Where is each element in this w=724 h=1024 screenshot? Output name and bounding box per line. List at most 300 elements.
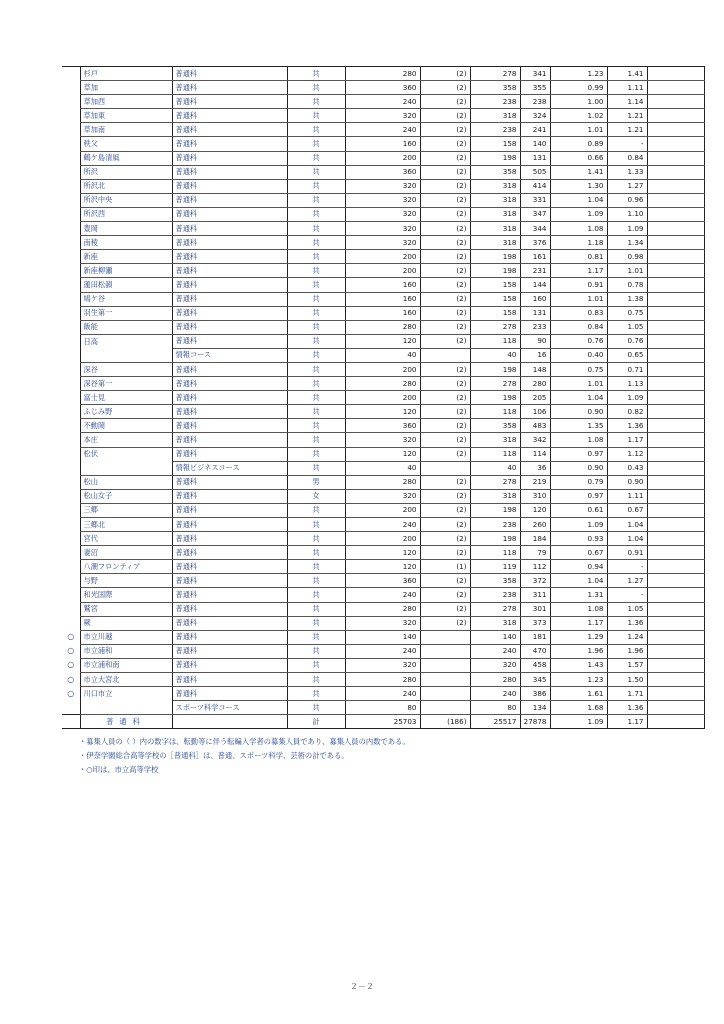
recruit-count: 278	[470, 475, 520, 489]
table-row	[62, 658, 704, 672]
transfer-quota: (2)	[420, 193, 470, 207]
ratio-previous: 1.96	[607, 644, 647, 658]
school-name: 南稜	[80, 236, 172, 250]
capacity: 320	[345, 616, 420, 630]
applicant-count: 344	[520, 222, 550, 236]
table-row	[62, 532, 704, 546]
ratio-current: 1.09	[550, 518, 607, 532]
ratio-previous: 0.67	[607, 503, 647, 517]
school-name: 羽生第一	[80, 306, 172, 320]
course-name: 普通科	[172, 503, 287, 517]
school-mark	[62, 419, 80, 433]
school-mark	[62, 362, 80, 376]
blank-cell	[647, 433, 704, 447]
school-name: 八潮フロンティア	[80, 560, 172, 574]
table-row	[62, 701, 704, 715]
ratio-previous: 0.75	[607, 306, 647, 320]
applicant-count: 205	[520, 391, 550, 405]
capacity: 200	[345, 264, 420, 278]
recruit-count: 80	[470, 701, 520, 715]
table-row	[62, 109, 704, 123]
capacity: 160	[345, 292, 420, 306]
school-mark	[62, 165, 80, 179]
transfer-quota: (2)	[420, 503, 470, 517]
recruit-count: 40	[470, 348, 520, 362]
ratio-previous: 1.11	[607, 489, 647, 503]
capacity: 240	[345, 518, 420, 532]
table-row	[62, 461, 704, 475]
recruit-count: 118	[470, 405, 520, 419]
table-row	[62, 222, 704, 236]
transfer-quota: (2)	[420, 264, 470, 278]
table-row	[62, 687, 704, 701]
table-row	[62, 165, 704, 179]
applicant-count: 112	[520, 560, 550, 574]
coed-type: 共	[287, 701, 345, 715]
table-row	[62, 123, 704, 137]
coed-type: 共	[287, 461, 345, 475]
course-name: 普通科	[172, 532, 287, 546]
transfer-quota: (2)	[420, 207, 470, 221]
applicant-count: 414	[520, 179, 550, 193]
coed-type: 共	[287, 222, 345, 236]
capacity: 360	[345, 574, 420, 588]
transfer-quota: (2)	[420, 616, 470, 630]
applicant-count: 231	[520, 264, 550, 278]
ratio-previous: 1.01	[607, 264, 647, 278]
recruit-count: 40	[470, 461, 520, 475]
ratio-previous: 1.38	[607, 292, 647, 306]
capacity: 40	[345, 461, 420, 475]
school-name: 草加東	[80, 109, 172, 123]
blank-cell	[647, 179, 704, 193]
course-name: 普通科	[172, 165, 287, 179]
school-name: 蓮田松韻	[80, 278, 172, 292]
applicant-count: 16	[520, 348, 550, 362]
transfer-quota: (2)	[420, 165, 470, 179]
transfer-quota: (2)	[420, 179, 470, 193]
ratio-current: 1.17	[550, 264, 607, 278]
transfer-quota: (2)	[420, 236, 470, 250]
applicant-count: 131	[520, 306, 550, 320]
school-name: 富士見	[80, 391, 172, 405]
applicant-count: 324	[520, 109, 550, 123]
ratio-previous: 0.76	[607, 334, 647, 348]
applicant-count: 311	[520, 588, 550, 602]
transfer-quota: (2)	[420, 602, 470, 616]
school-mark	[62, 701, 80, 715]
ratio-previous: 1.04	[607, 532, 647, 546]
applicant-count: 470	[520, 644, 550, 658]
course-name: 普通科	[172, 574, 287, 588]
applicant-count: 140	[520, 137, 550, 151]
school-mark	[62, 179, 80, 193]
ratio-previous: 0.82	[607, 405, 647, 419]
transfer-quota: (2)	[420, 292, 470, 306]
ratio-previous: 1.36	[607, 616, 647, 630]
applicant-count: 301	[520, 602, 550, 616]
coed-type: 共	[287, 419, 345, 433]
transfer-quota	[420, 644, 470, 658]
course-name: 普通科	[172, 264, 287, 278]
blank-cell	[647, 673, 704, 687]
blank-cell	[647, 334, 704, 348]
recruit-count: 198	[470, 532, 520, 546]
recruit-count: 238	[470, 518, 520, 532]
coed-type: 共	[287, 151, 345, 165]
ratio-previous: 1.57	[607, 658, 647, 672]
ratio-previous: -	[607, 588, 647, 602]
transfer-quota: (2)	[420, 433, 470, 447]
table-row	[62, 419, 704, 433]
school-mark: ○	[67, 632, 75, 642]
school-name: 川口市立	[80, 687, 172, 701]
school-name: 松山	[80, 475, 172, 489]
applicant-count: 458	[520, 658, 550, 672]
capacity: 120	[345, 560, 420, 574]
ratio-previous: 0.65	[607, 348, 647, 362]
capacity: 320	[345, 193, 420, 207]
capacity: 320	[345, 433, 420, 447]
course-name: スポーツ科学コース	[172, 701, 287, 715]
ratio-previous: 1.21	[607, 109, 647, 123]
school-mark	[62, 278, 80, 292]
transfer-quota: (1)	[420, 560, 470, 574]
recruit-count: 278	[470, 67, 520, 81]
capacity: 240	[345, 687, 420, 701]
transfer-quota: (2)	[420, 67, 470, 81]
course-name: 普通科	[172, 334, 287, 348]
course-name: 普通科	[172, 447, 287, 461]
blank-cell	[647, 362, 704, 376]
applicant-count: 120	[520, 503, 550, 517]
coed-type: 共	[287, 560, 345, 574]
course-name: 普通科	[172, 644, 287, 658]
blank-cell	[647, 236, 704, 250]
recruit-count: 280	[470, 673, 520, 687]
ratio-current: 1.01	[550, 292, 607, 306]
capacity: 320	[345, 658, 420, 672]
blank-cell	[647, 489, 704, 503]
applicant-count: 342	[520, 433, 550, 447]
capacity: 280	[345, 673, 420, 687]
ratio-current: 0.89	[550, 137, 607, 151]
course-name: 普通科	[172, 546, 287, 560]
school-name: 新座	[80, 250, 172, 264]
ratio-current: 1.23	[550, 673, 607, 687]
ratio-current: 0.97	[550, 489, 607, 503]
table-row	[62, 489, 704, 503]
ratio-current: 0.97	[550, 447, 607, 461]
blank-cell	[647, 81, 704, 95]
transfer-quota: (2)	[420, 123, 470, 137]
school-mark	[62, 320, 80, 334]
ratio-current: 1.23	[550, 67, 607, 81]
coed-type: 共	[287, 630, 345, 644]
ratio-current: 0.91	[550, 278, 607, 292]
course-name: 普通科	[172, 292, 287, 306]
blank-cell	[647, 67, 704, 81]
recruit-count: 318	[470, 109, 520, 123]
course-name: 普通科	[172, 109, 287, 123]
coed-type: 共	[287, 306, 345, 320]
transfer-quota: (2)	[420, 391, 470, 405]
school-mark	[62, 616, 80, 630]
course-name: 普通科	[172, 123, 287, 137]
transfer-quota: (2)	[420, 419, 470, 433]
ratio-current: 0.81	[550, 250, 607, 264]
applicant-count: 181	[520, 630, 550, 644]
ratio-previous: -	[607, 137, 647, 151]
school-mark	[62, 602, 80, 616]
school-mark: ○	[67, 688, 75, 698]
transfer-quota	[420, 630, 470, 644]
ratio-current: 0.84	[550, 320, 607, 334]
ratio-current: 0.75	[550, 362, 607, 376]
school-name: 飯能	[80, 320, 172, 334]
ratio-current: 1.09	[550, 207, 607, 221]
school-mark	[62, 193, 80, 207]
table-row	[62, 433, 704, 447]
course-name: 普通科	[172, 475, 287, 489]
capacity: 360	[345, 419, 420, 433]
coed-type: 共	[287, 616, 345, 630]
recruit-count: 358	[470, 574, 520, 588]
coed-type: 共	[287, 109, 345, 123]
ratio-current: 0.40	[550, 348, 607, 362]
table-row	[62, 67, 704, 81]
ratio-current: 1.08	[550, 433, 607, 447]
transfer-quota	[420, 701, 470, 715]
recruit-count: 118	[470, 447, 520, 461]
recruit-count: 318	[470, 489, 520, 503]
school-mark: ○	[67, 674, 75, 684]
table-row	[62, 405, 704, 419]
school-mark	[62, 391, 80, 405]
course-name: 普通科	[172, 489, 287, 503]
total-ratio-current: 1.09	[550, 715, 607, 729]
ratio-previous: 1.09	[607, 391, 647, 405]
coed-type: 共	[287, 348, 345, 362]
school-name: 日高	[80, 334, 172, 348]
transfer-quota: (2)	[420, 151, 470, 165]
coed-type: 共	[287, 673, 345, 687]
applicant-count: 310	[520, 489, 550, 503]
applicant-count: 161	[520, 250, 550, 264]
ratio-current: 1.41	[550, 165, 607, 179]
school-mark	[62, 489, 80, 503]
coed-type: 共	[287, 532, 345, 546]
course-name: 普通科	[172, 222, 287, 236]
coed-type: 共	[287, 658, 345, 672]
school-name: 所沢	[80, 165, 172, 179]
total-applicant-count: 27878	[520, 715, 550, 729]
school-mark	[62, 264, 80, 278]
transfer-quota	[420, 658, 470, 672]
school-mark	[62, 151, 80, 165]
total-recruit-count: 25517	[470, 715, 520, 729]
school-name: 宮代	[80, 532, 172, 546]
school-mark	[62, 588, 80, 602]
recruit-count: 198	[470, 503, 520, 517]
footnotes	[79, 735, 410, 777]
school-name	[80, 348, 172, 362]
transfer-quota	[420, 673, 470, 687]
ratio-current: 0.83	[550, 306, 607, 320]
coed-type: 共	[287, 250, 345, 264]
coed-type: 女	[287, 489, 345, 503]
table-row	[62, 630, 704, 644]
ratio-previous: 0.98	[607, 250, 647, 264]
ratio-current: 1.35	[550, 419, 607, 433]
blank-cell	[647, 95, 704, 109]
ratio-previous: 1.50	[607, 673, 647, 687]
blank-cell	[647, 701, 704, 715]
applicant-count: 184	[520, 532, 550, 546]
transfer-quota: (2)	[420, 377, 470, 391]
recruit-count: 198	[470, 362, 520, 376]
table-row	[62, 616, 704, 630]
ratio-previous: 1.04	[607, 518, 647, 532]
ratio-current: 1.17	[550, 616, 607, 630]
coed-type: 共	[287, 207, 345, 221]
table-row	[62, 81, 704, 95]
course-name: 情報コース	[172, 348, 287, 362]
ratio-previous: 1.27	[607, 574, 647, 588]
applicant-count: 90	[520, 334, 550, 348]
recruit-count: 119	[470, 560, 520, 574]
ratio-previous: 1.21	[607, 123, 647, 137]
recruit-count: 198	[470, 391, 520, 405]
ratio-previous: 1.11	[607, 81, 647, 95]
blank-cell	[647, 447, 704, 461]
blank-cell	[647, 616, 704, 630]
transfer-quota: (2)	[420, 475, 470, 489]
capacity: 320	[345, 179, 420, 193]
recruit-count: 358	[470, 81, 520, 95]
school-name: 与野	[80, 574, 172, 588]
transfer-quota: (2)	[420, 546, 470, 560]
ratio-previous: 1.10	[607, 207, 647, 221]
capacity: 320	[345, 109, 420, 123]
course-name: 普通科	[172, 278, 287, 292]
ratio-current: 1.04	[550, 391, 607, 405]
transfer-quota	[420, 348, 470, 362]
ratio-previous: -	[607, 560, 647, 574]
ratio-previous: 1.36	[607, 419, 647, 433]
recruit-count: 158	[470, 306, 520, 320]
school-name: 市立浦和南	[80, 658, 172, 672]
total-capacity: 25703	[345, 715, 420, 729]
recruit-count: 278	[470, 320, 520, 334]
ratio-current: 1.68	[550, 701, 607, 715]
ratio-previous: 1.24	[607, 630, 647, 644]
capacity: 280	[345, 602, 420, 616]
total-label: 普通科	[80, 715, 172, 729]
school-mark	[62, 546, 80, 560]
capacity: 240	[345, 588, 420, 602]
coed-type: 共	[287, 236, 345, 250]
transfer-quota	[420, 687, 470, 701]
transfer-quota: (2)	[420, 306, 470, 320]
table-body	[62, 67, 704, 729]
applicant-count: 106	[520, 405, 550, 419]
recruit-count: 198	[470, 250, 520, 264]
blank-cell	[647, 292, 704, 306]
table-row	[62, 179, 704, 193]
applicant-count: 347	[520, 207, 550, 221]
table-row	[62, 348, 704, 362]
ratio-previous: 1.05	[607, 602, 647, 616]
blank-cell	[647, 687, 704, 701]
school-name: 市立浦和	[80, 644, 172, 658]
school-name: 市立川越	[80, 630, 172, 644]
recruit-count: 240	[470, 687, 520, 701]
table-row	[62, 518, 704, 532]
course-name: 普通科	[172, 306, 287, 320]
applicant-count: 114	[520, 447, 550, 461]
ratio-previous: 1.36	[607, 701, 647, 715]
coed-type: 共	[287, 179, 345, 193]
table-row	[62, 292, 704, 306]
recruit-count: 318	[470, 179, 520, 193]
school-name: 松伏	[80, 447, 172, 461]
school-name: 妻沼	[80, 546, 172, 560]
blank-cell	[647, 405, 704, 419]
capacity: 240	[345, 123, 420, 137]
table-row	[62, 673, 704, 687]
footnote: ・○印は、市立高等学校	[79, 765, 159, 774]
transfer-quota: (2)	[420, 109, 470, 123]
applicant-count: 233	[520, 320, 550, 334]
school-name: 鷲宮	[80, 602, 172, 616]
school-name: 蕨	[80, 616, 172, 630]
school-mark	[62, 475, 80, 489]
school-mark	[62, 574, 80, 588]
ratio-current: 0.66	[550, 151, 607, 165]
recruit-count: 318	[470, 616, 520, 630]
recruit-count: 158	[470, 137, 520, 151]
footnote: ・伊奈学園総合高等学校の［普通科］は、普通、スポーツ科学、芸術の計である。	[79, 751, 349, 760]
table-row	[62, 362, 704, 376]
school-mark	[62, 236, 80, 250]
applicant-count: 260	[520, 518, 550, 532]
recruit-count: 320	[470, 658, 520, 672]
ratio-previous: 1.33	[607, 165, 647, 179]
capacity: 240	[345, 644, 420, 658]
capacity: 280	[345, 67, 420, 81]
ratio-previous: 1.17	[607, 433, 647, 447]
capacity: 280	[345, 320, 420, 334]
recruit-count: 318	[470, 222, 520, 236]
capacity: 80	[345, 701, 420, 715]
applicant-count: 241	[520, 123, 550, 137]
capacity: 320	[345, 207, 420, 221]
ratio-current: 1.29	[550, 630, 607, 644]
blank-cell	[647, 207, 704, 221]
coed-type: 共	[287, 377, 345, 391]
footnote: ・募集人員の（ ）内の数字は、転勤等に伴う転編入学者の募集人員であり、募集人員の内数である。	[79, 737, 410, 746]
capacity: 160	[345, 278, 420, 292]
blank-cell	[647, 461, 704, 475]
school-name: 所沢西	[80, 207, 172, 221]
ratio-previous: 0.84	[607, 151, 647, 165]
coed-type: 共	[287, 433, 345, 447]
school-name: 所沢北	[80, 179, 172, 193]
course-name: 普通科	[172, 207, 287, 221]
ratio-previous: 0.43	[607, 461, 647, 475]
school-mark	[62, 250, 80, 264]
